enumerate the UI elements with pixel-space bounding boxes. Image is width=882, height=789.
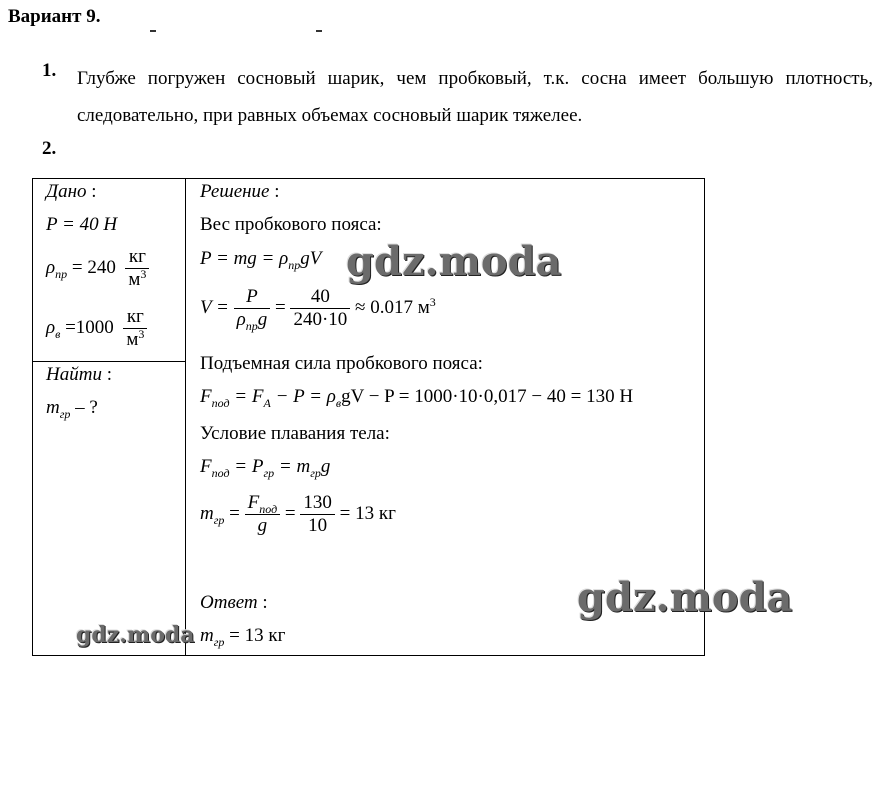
scan-artifact (316, 30, 322, 32)
item-1-text: Глубже погружен сосновый шарик, чем пробковый, т.к. сосна имеет большую плотность, следовательно, при равных объемах сосновый шарик тяжелее. (77, 68, 873, 126)
given-weight: P = 40 Н (46, 214, 118, 235)
unit-fraction: $\frac{кг}{м^3}$ (123, 306, 147, 351)
equation-mass: $m_{гр}$ = $\frac{F_{под}}{g}$ = $\frac{130}{10}$ = 13 кг (200, 492, 396, 536)
answer-value: $m_{гр} = 13$ кг (200, 625, 286, 649)
weight-heading: Вес пробкового пояса: (200, 214, 382, 235)
equation-float: $F_{под} = P_{гр} = m_{гр}g$ (200, 456, 331, 480)
given-label: Дано : (46, 181, 97, 202)
fraction-f-over-g: $\frac{F_{под}}{g}$ (245, 492, 281, 537)
find-mass: $m_{гр}$ – ? (46, 397, 98, 421)
item-1-number: 1. (42, 60, 57, 81)
watermark: gdz.moda (346, 238, 562, 285)
given-water-density: $\rho_в =1000$ $\frac{кг}{м^3}$ (46, 306, 147, 351)
float-heading: Условие плавания тела: (200, 423, 390, 444)
find-label: Найти : (46, 364, 112, 385)
equation-weight: P = mg = $\rho_{пр}gV$ (200, 248, 322, 272)
given-cork-density: $\rho_{пр} = 240$ $\frac{кг}{м^3}$ (46, 246, 149, 291)
lift-heading: Подъемная сила пробкового пояса: (200, 353, 483, 374)
equation-volume: V = $\frac{P}{\rho_{пр}g}$ = $\frac{40}{240\cdot 10}$ ≈ 0.017 $м^3$ (200, 286, 436, 333)
item-2-number: 2. (42, 138, 57, 159)
variant-title: Вариант 9. (8, 6, 101, 27)
watermark: gdz.moda (577, 574, 793, 621)
unit-fraction: $\frac{кг}{м^3}$ (125, 246, 149, 291)
fraction-numeric: $\frac{40}{240\cdot 10}$ (290, 286, 350, 331)
table-divider-horizontal (32, 361, 186, 362)
fraction-numeric: $\frac{130}{10}$ (300, 492, 335, 537)
table-divider-vertical (185, 178, 186, 656)
watermark: gdz.moda (76, 622, 195, 648)
scan-artifact (150, 30, 156, 32)
equation-lift: $F_{под} = F_A - P = \rho_вgV - P = 1000\cdot 10\cdot 0,017 - 40 = 130$ Н (200, 386, 634, 410)
answer-label: Ответ : (200, 592, 268, 613)
fraction-p-over-rho-g: $\frac{P}{\rho_{пр}g}$ (234, 286, 271, 331)
solution-label: Решение : (200, 181, 280, 202)
